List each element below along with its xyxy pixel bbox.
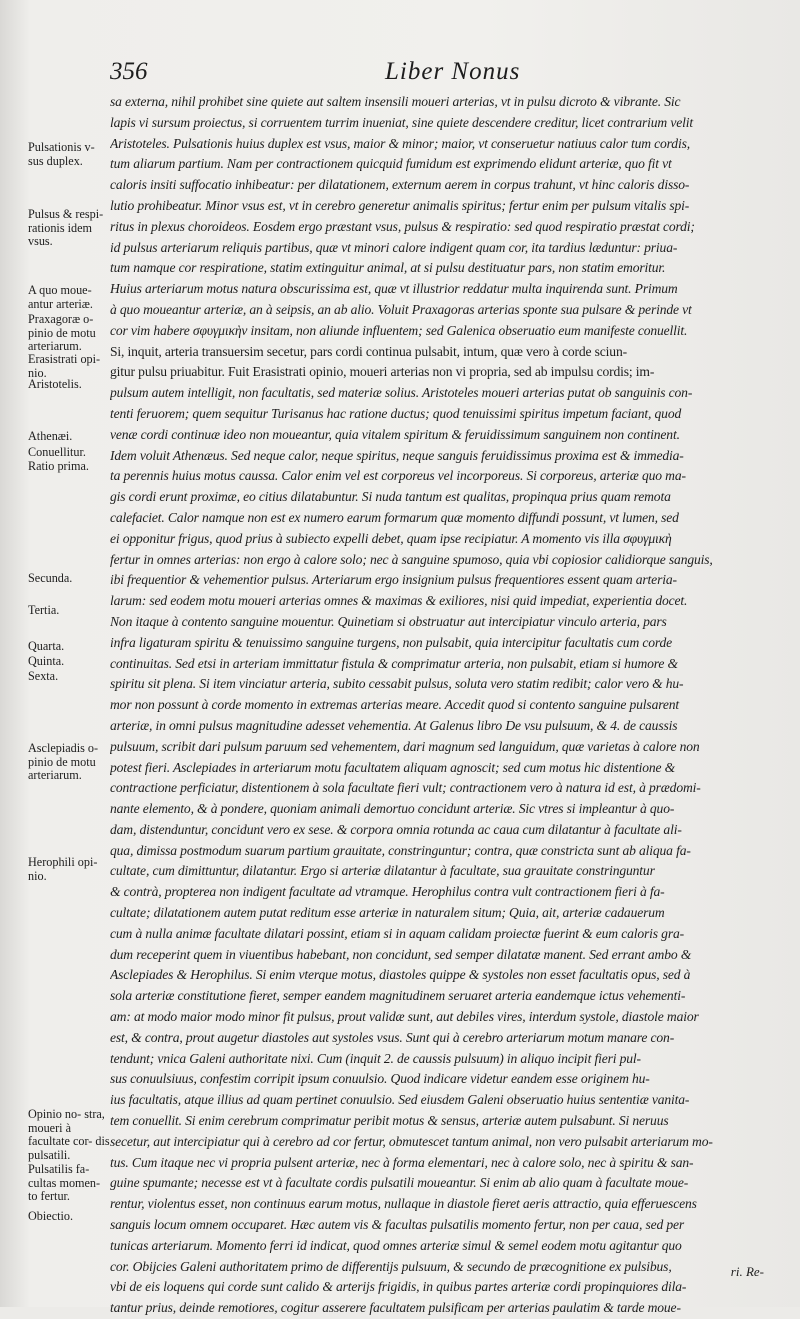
margin-note: Pulsationis v- sus duplex. — [28, 140, 95, 168]
text-line: cor. Obijcies Galeni authoritatem primo de differentijs pulsuum, & secundo de præcognitione ex pulsibus, — [110, 1258, 672, 1274]
margin-note: A quo moue- antur arteriæ. — [28, 283, 93, 311]
margin-note: Erasistrati opi- nio. — [28, 352, 101, 380]
text-line: ibi frequentior & vehementior pulsus. Arteriarum ergo insignium pulsus frequentiores essent quam arteria- — [110, 572, 677, 588]
text-line: ius facultatis, atque illius ad quam pertinet conuulsio. Sed eiusdem Galeni obseruatio huius sententiæ vanita- — [110, 1092, 690, 1108]
text-line: Idem voluit Athenæus. Sed neque calor, neque spiritus, neque sanguis feruidissimus proxima est & immedia- — [110, 447, 684, 463]
text-line: tendunt; vnica Galeni authoritate nixi. Cum (inquit 2. de caussis pulsuum) in aliquo incipit fieri pul- — [110, 1050, 641, 1066]
margin-note: Quarta. — [28, 639, 65, 653]
margin-note: Sexta. — [28, 669, 59, 683]
text-line: tunicas arteriarum. Momento ferri id indicat, quod omnes arteriæ simul & semel eodem motu agitantur quo — [110, 1237, 682, 1253]
text-line: fertur in omnes arterias: non ergo à calore solo; nec à sanguine spumoso, quia vbi copiosior calidiorque sanguis, — [110, 551, 713, 567]
text-line: sanguis locum omnem occuparet. Hæc autem vis & facultas pulsatilis momento fertur, non per caua, sed per — [110, 1217, 685, 1233]
margin-note: Tertia. — [28, 603, 60, 617]
page-number: 356 — [110, 58, 148, 85]
text-line: id pulsus arteriarum reliquis partibus, quæ vt minori calore indigent quam cor, ita tardius læduntur: priua- — [110, 239, 678, 255]
text-line: cum à nulla animæ facultate dilatari possint, etiam si in aquam calidam proiectæ fuerint & eum caloris gra- — [110, 925, 684, 941]
text-line: lutio prohibeatur. Minor vsus est, vt in cerebro generetur animalis spiritus; fertur enim per pulsum vitalis spi- — [110, 197, 690, 213]
text-line: caloris insiti suffocatio inhibeatur: per dilatationem, externum aerem in corpus trahunt, vt hinc caloris disso- — [110, 177, 690, 193]
text-line: tantur prius, deinde remotiores, cogitur asserere facultatem pulsificam per arterias paulatim & tarde moue- — [110, 1300, 681, 1316]
text-line: continuitas. Sed etsi in arteriam immittatur fistula & comprimatur arteria, non pulsabit, etiam si humore & — [110, 655, 678, 671]
text-line: infra ligaturam spiritu & tenuissimo sanguine turgens, non pulsabit, quia intercipitur facultatis cum corde — [110, 634, 673, 650]
margin-note: Pulsatilis fa- cultas momen- to fertur. — [28, 1162, 101, 1203]
text-line: qua, dimissa postmodum suarum partium grauitate, constringuntur; contra, quæ constricta sunt ab aliqua fa- — [110, 842, 691, 858]
running-title: Liber Nonus — [385, 58, 521, 85]
catchword: ri. Re- — [730, 1264, 764, 1279]
text-line: potest fieri. Asclepiades in arteriarum motu facultatem aliquam agnoscit; sed cum motus hic distentione & — [110, 759, 676, 775]
margin-note: Aristotelis. — [28, 377, 82, 391]
text-line: mor non possunt à corde momento in extremas arterias meare. Accedit quod si contento sanguine pulsarent — [110, 697, 680, 713]
margin-note: Athenæi. — [28, 429, 73, 443]
text-line: & contrà, propterea non indigent facultate ad vtramque. Herophilus contra vult contractionem fieri à fa- — [110, 884, 665, 900]
text-line: ei opponitur frigus, quod prius à subiecto expelli debet, quam ipse recipiatur. A momento vis illa σφυγμικὴ — [110, 530, 672, 546]
body-text — [110, 92, 782, 1319]
text-line: cultate; dilatationem autem putat reditum esse arteriæ in naturalem situm; Quia, ait, arteriæ cadauerum — [110, 905, 665, 921]
text-line: dam, distenduntur, concidunt vero ex sese. & corpora omnia rotunda ac caua cum dilatantur à facultate ali- — [110, 821, 682, 837]
text-line: ritus in plexus choroideos. Eosdem ergo præstant vsus, pulsus & respiratio: sed quod respiratio præstat cordi; — [110, 218, 695, 234]
text-line: est, & contra, prout augetur diastoles aut systoles vsus. Sunt qui à cerebro arteriarum motum manare con- — [110, 1029, 675, 1045]
margin-note: Quinta. — [28, 654, 65, 668]
text-line: gitur pulsu priuabitur. Fuit Erasistrati opinio, moueri arterias non vi propria, sed ab impulsu cordis; im- — [110, 364, 655, 380]
text-line: Aristoteles. Pulsationis huius duplex est vsus, maior & minor; maior, vt conseruetur natiuus calor tum cordis, — [110, 135, 690, 151]
text-line: spiritu sit plena. Si item vinciatur arteria, subito cessabit pulsus, soluta vero statim redibit; calor vero & hu- — [110, 676, 684, 692]
text-line: venæ cordi continuæ ideo non moueantur, quia vitalem spiritum & feruidissimum sanguinem non continent. — [110, 426, 680, 442]
text-line: am: at modo maior modo minor fit pulsus, prout validæ sunt, aut debiles vires, interdum systole, diastole maior — [110, 1009, 699, 1025]
text-line: gis cordi erunt proximæ, eo citius dilatabuntur. Si nuda tantum est qualitas, propinqua prius quam remota — [110, 489, 671, 505]
text-line: cultate, cum dimittuntur, dilatantur. Ergo si arteriæ dilatantur à facultate, sua grauitate constringuntur — [110, 863, 655, 879]
text-line: tum namque cor respiratione, statim extinguitur animal, at si pulsu destituatur pars, non statim emoritur. — [110, 260, 666, 276]
text-line: pulsuum, scribit dari pulsum paruum sed vehementem, dari magnum sed languidum, quæ varietas à calore non — [110, 738, 700, 754]
text-line: vbi de eis loquens qui corde sunt calido & arterijs frigidis, in quibus partes arteriæ cordi propinquiores dila- — [110, 1279, 687, 1295]
text-line: larum: sed eodem motu moueri arterias omnes & maximas & exiliores, nisi quid impediat, experientia docet. — [110, 593, 688, 609]
margin-note: Opinio no- stra, moueri à facultate cor- dis pulsatili. — [28, 1107, 110, 1162]
text-line: sola arteriæ constitutione fieret, semper eandem magnitudinem seruaret arteria eandemque ictus vehementi- — [110, 988, 686, 1004]
text-line: tem conuellit. Si enim cerebrum comprimatur peribit motus & sensus, arteriæ autem pulsabunt. Si neruus — [110, 1113, 669, 1129]
margin-note: Obiectio. — [28, 1209, 74, 1223]
text-line: arteriæ, in omni pulsus magnitudine adesset vehementia. At Galenus libro De vsu pulsuum, & 4. de caussis — [110, 717, 678, 733]
text-line: pulsum autem intelligit, non facultatis, sed materiæ solius. Aristoteles moueri arterias putat ob sanguinis con- — [110, 385, 693, 401]
text-line: sus conuulsiuus, confestim corripit ipsum conuulsio. Quod indicare videtur eandem esse originem hu- — [110, 1071, 650, 1087]
margin-notes — [0, 0, 108, 1307]
margin-note: Praxagoræ o- pinio de motu arteriarum. — [28, 312, 96, 353]
text-line: contractione perficiatur, distentionem à sola facultate fieri vult; contractionem vero à natura id est, à prædomi- — [110, 780, 701, 796]
margin-note: Secunda. — [28, 571, 73, 585]
text-line: rentur, violentus esset, non continuus earum motus, nullaque in diastole fieret aeris attractio, quia efferuescens — [110, 1196, 697, 1212]
margin-note: Ratio prima. — [28, 459, 89, 473]
page-header — [110, 58, 770, 86]
text-line: nante elemento, & à pondere, quoniam animali demortuo concidunt arteriæ. Sic vtres si impleantur à quo- — [110, 801, 675, 817]
text-line: ta perennis huius motus caussa. Calor enim vel est corporeus vel incorporeus. Si corporeus, arteriæ quo ma- — [110, 468, 686, 484]
text-line: dum receperint quem in viuentibus habebant, non concidunt, sed semper dilatatæ manent. Sed errant ambo & — [110, 946, 692, 962]
text-line: tum aliarum partium. Nam per contractionem quicquid fumidum est exprimendo elidunt arteriæ, quo fit vt — [110, 156, 672, 172]
text-line: guine spumante; necesse est vt à facultate cordis pulsatili moueantur. Si enim ab alio quam à facultate moue- — [110, 1175, 689, 1191]
text-line: calefaciet. Calor namque non est ex numero earum formarum quæ momento diffundi possunt, vt lumen, sed — [110, 509, 679, 525]
margin-note: Asclepiadis o- pinio de motu arteriarum. — [28, 741, 99, 782]
text-line: Non itaque à contento sanguine mouentur. Quinetiam si obstruatur aut intercipiatur vinculo arteria, pars — [110, 613, 667, 629]
text-line: sa externa, nihil prohibet sine quiete aut saltem insensili moueri arterias, vt in pulsu dicroto & vibrante. Sic — [110, 94, 681, 109]
text-line: secetur, aut intercipiatur qui à cerebro ad cor fertur, obmutescet tantum animal, non vero pulsabit arteriarum mo- — [110, 1133, 713, 1149]
text-line: Asclepiades & Herophilus. Si enim vterque motus, diastoles quippe & systoles non esset facultatis opus, sed à — [110, 967, 691, 983]
text-line: Si, inquit, arteria transuersim secetur, pars cordi continua pulsabit, intum, quæ vero à corde sciun- — [110, 343, 627, 359]
text-line: tenti feruorem; quem sequitur Turisanus hac ratione ductus; quod tenuissimi spiritus impetum faciant, quod — [110, 405, 682, 421]
text-line: Huius arteriarum motus natura obscurissima est, quæ vt illustrior reddatur multa inquirenda sunt. Primum — [110, 281, 678, 297]
margin-note: Conuellitur. — [28, 445, 86, 459]
text-line: cor vim habere σφυγμικὴν insitam, non aliunde influentem; sed Galenica obseruatio eum manifeste conuellit. — [110, 322, 688, 338]
text-line: tus. Cum itaque nec vi propria pulsent arteriæ, nec à forma elementari, nec à calore solo, nec à spiritu & san- — [110, 1154, 694, 1170]
margin-note: Herophili opi- nio. — [28, 855, 98, 883]
margin-note: Pulsus & respi- rationis idem vsus. — [28, 207, 104, 248]
text-line: à quo moueantur arteriæ, an à seipsis, an ab alio. Voluit Praxagoras arterias sponte sua pulsare & perinde vt — [110, 301, 692, 317]
text-line: lapis vi sursum proiectus, si corruentem turrim inueniat, sine quiete descendere creditur, licet contrarium velit — [110, 114, 693, 130]
